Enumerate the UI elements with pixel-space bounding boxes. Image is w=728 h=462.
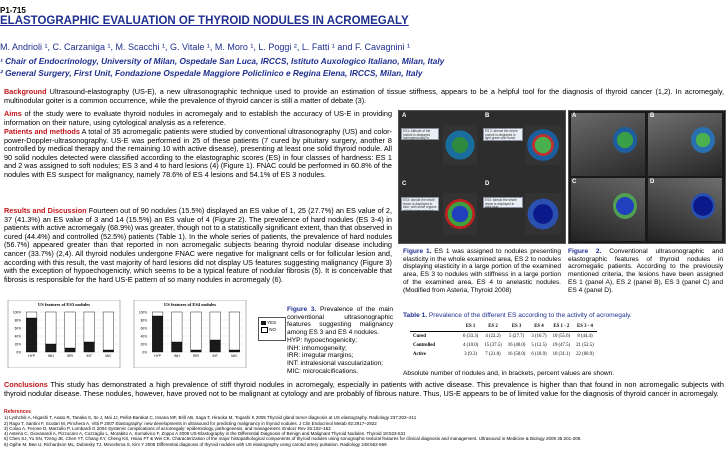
figure1-panel	[398, 110, 566, 244]
figure2-label-d: D	[650, 179, 655, 185]
reference-item: 2) Rago T, Santini F, Scutari M, Pinchera A, Vitti P 2007 Elastography: new developments in ultrasound for predicting malignancy in thyroid nodules. J Clin Endocrinol Metab 92:2917–2922	[4, 420, 377, 426]
bar-yes	[210, 340, 221, 352]
x-tick-label: INH	[47, 354, 54, 358]
x-tick-label: IRR	[67, 354, 73, 358]
x-tick-label: INT	[86, 354, 92, 358]
bar-yes	[84, 342, 95, 352]
bar-yes	[103, 350, 114, 352]
patients-label: Patients and methods	[4, 127, 80, 136]
legend-yes-label: YES	[267, 320, 277, 325]
patients-section	[4, 128, 392, 180]
y-tick-label: 60%	[14, 326, 21, 331]
figure3-charts	[4, 300, 278, 368]
bar-no	[26, 312, 37, 318]
table1-caption	[403, 312, 723, 320]
abbrev-3: IRR: irregular margins;	[287, 352, 354, 360]
table-header: ES 3 - 4	[577, 324, 593, 329]
table-cell: 16 (40.0)	[507, 343, 526, 348]
figure1-caption-text: ES 1 was assigned to nodules presenting elasticity in the whole examined area, ES 2 to nodules displaying elasticity in a large portion of the examined area, ES 3 to nodules with stiffness in a large portion of the examined area, ES 4 to anelastic nodules. (Modified from Asteria, Thyroid 2008)	[403, 248, 562, 294]
reference-item: 6) Ogihe M, Bee U, Richardson ML, Dubinsky TJ, Minoshima S, Kim Y 2008 Differential diagnosis of thyroid nodules with US elastography using carotid artery pulsation. Radiology 248:662-669	[4, 441, 387, 447]
figure3-legend	[258, 317, 286, 341]
table-header	[410, 322, 460, 332]
x-tick-label: MIC	[231, 354, 238, 358]
elastogram-inset-b	[691, 127, 715, 153]
figure1-label-c: C	[402, 181, 407, 187]
figure1-caption	[403, 248, 561, 294]
table-cell: 16 (50.0)	[507, 352, 526, 357]
table1-footnote: Absolute number of nodules and, in brackets, percent values are shown.	[403, 370, 615, 377]
figure1-label-b: B	[485, 113, 490, 119]
legend-yes	[261, 320, 283, 325]
table-cell: 21 (52.5)	[576, 343, 594, 348]
results-label: Results and Discussion	[4, 206, 87, 215]
table-cell: 10 (31.1)	[552, 352, 571, 357]
reference-item: 4) Asteria C, Giovanardi A, Pizzocaro A, Cozzaglio L, Morabito A, Somalvico F, Zoppo A 2008 US-Elastography in the Differential Diagnosis of Benign and Malignant Thyroid Nodules. Thyroid 18:523-531	[4, 431, 406, 437]
table-cell: 15 (37.5)	[484, 343, 502, 348]
reference-item: 3) Colao A, Ferone D, Marzullo P, Lombardi G 2004 Systemic complications of acromegaly: epidemiology, pathogenesis, and management. Endocr Rev 25:102–152	[4, 425, 331, 431]
patients-text: A total of 35 acromegalic patients were studied by conventional ultrasonography (US) and color-power-Doppler-ultrasonography. US-E was performed in 25 of these patients (7 cured by pituitary surgery, another 8 controlled by medical therapy and the remaining 10 with active disease), presenting at least one solid thyroid nodule. All 90 solid nodules detected were classified according to the elastographic scores (ES) in four classes of hardness: ES 1 and 2 was assigned to soft nodules; ES 3 and 4 to hard lesions (4) (Figure 1). FNAC could be performed in 60.8% of the nodules with ES suspect for malignancy, namely 78.6% of ES 4 lesions and 54.1% of ES 3 nodules.	[4, 127, 392, 179]
table-header: ES 1	[465, 324, 476, 329]
background-text: Ultrasound-elastography (US-E), a new ultrasonographic technique used to provide an estimation of tissue stiffness, appears to be a helpful tool for the diagnosis of thyroid cancer (1,2). In acromegaly, multinodular goiter is a common occurrence, while the prevalence of thyroid cancer is still a matter of debate (3).	[4, 87, 724, 105]
legend-no	[261, 327, 283, 333]
results-text: Fourteen out of 90 nodules (15.5%) displayed an ES value of 1, 25 (27.7%) an ES value of 2, 37 (41.3%) an ES value of 3 and 14 (15.5%) an ES value of 4 (Figure 2). The prevalence of hard nodules (ES 3-4) in patients with active acromegaly (68.9%) was greater, though not to a statistically significant extent, than that observed in cured (44.4%) and controlled (52.5%) patients (Table 1). In the whole series of patients, the prevalence of hard nodules (56.7%) appeared greater than that reported in non acromegalic subjects bearing thyroid nodular disease including cancer (33.7%) (2,4). All thyroid nodules undergone FNAC were negative for malignant cells or for follicular lesion and, according with this result, the vast majority of hard lesions did not display US features suggesting malignancy (Figure 3) with the exception of hypoechogenicity, which seems to be a typical feature of nodular fibrosis (5). It is conceivable that fibrosis is responsible for the hard US-E pattern of so many nodules in acromegaly (6).	[4, 206, 392, 284]
bar-yes	[191, 350, 202, 352]
figure1-caption-label: Figure 1.	[403, 248, 432, 255]
y-tick-label: 100%	[138, 310, 147, 315]
figure2-caption	[568, 248, 723, 294]
conclusions-label: Conclusions	[4, 380, 48, 389]
table-row	[410, 332, 597, 342]
aims-text: of the study were to evaluate thyroid nodules in acromegaly and to establish the accuracy of US-E in providing information on their nature, using cytological analysis as a reference.	[4, 109, 392, 127]
conclusions-text: This study has demonstrated a high prevalence of stiff thyroid nodules in acromegaly, especially in patients with active disease. This prevalence is higher than that found in non acromegalic subjects with thyroid nodular disease. These nodules, however, have proved not to be malignant at cytology and are probably of fibrous nature. Thus, US-E appears to be of limited value for the diagnosis of thyroid cancer in acromegaly.	[4, 380, 724, 398]
figure1-box-c: ES3: almost the whole lesion is displayed in blue, with some regions of light green and red around it.	[401, 197, 439, 211]
aims-label: Aims	[4, 109, 22, 118]
background-section	[4, 88, 724, 105]
table1-grid	[410, 322, 597, 359]
elastogram-b	[525, 125, 561, 165]
table-cell: 4 (10.0)	[463, 343, 479, 348]
elastogram-inset-d	[691, 193, 715, 219]
elastogram-inset-c	[613, 193, 637, 219]
y-tick-label: 40%	[14, 334, 21, 339]
background-label: Background	[4, 87, 47, 96]
table1-caption-text: Prevalence of the different ES according to the activity of acromegaly.	[427, 312, 632, 319]
table-cell: 3 (16.7)	[531, 334, 547, 339]
figure3-caption-text: Prevalence of the main conventional ultrasonographic features suggesting malignancy among ES 3 and ES 4 nodules.	[287, 306, 393, 337]
table1	[410, 322, 597, 359]
y-tick-label: 80%	[140, 318, 147, 323]
elastogram-d	[525, 193, 561, 235]
figure1-box-a: ES1: Attitude of the nodule is displayed homogeneously in green.	[401, 128, 439, 140]
figure1-label-a: A	[402, 113, 407, 119]
legend-no-label: NO	[269, 327, 277, 333]
bar-no	[65, 312, 76, 348]
legend-yes-swatch	[261, 321, 266, 325]
table-cell: 7 (21.8)	[485, 352, 501, 357]
elastogram-a	[443, 125, 477, 165]
y-tick-label: 40%	[140, 334, 147, 339]
y-tick-label: 0%	[142, 350, 147, 355]
y-tick-label: 0%	[16, 350, 21, 355]
x-tick-label: INT	[212, 354, 218, 358]
abbrev-4: INT: intralesional vascularization;	[287, 359, 384, 367]
bar-no	[103, 312, 114, 350]
table-header: ES 3	[511, 324, 522, 329]
elastogram-c	[443, 193, 477, 235]
table-cell: Cured	[413, 334, 426, 339]
table-cell: 6 (18.9)	[531, 352, 547, 357]
aims-section	[4, 110, 392, 127]
bar-yes	[152, 316, 163, 352]
table-cell: 8 (44.4)	[577, 334, 593, 339]
bar-no	[191, 312, 202, 350]
figure1-label-d: D	[485, 181, 490, 187]
bar-no	[210, 312, 221, 340]
x-tick-label: INH	[173, 354, 180, 358]
table-cell: 5 (12.5)	[531, 343, 547, 348]
figure3-caption-label: Figure 3.	[287, 306, 317, 313]
table-row	[410, 341, 597, 350]
authors: M. Andrioli ¹, C. Carzaniga ¹, M. Scacchi ¹, G. Vitale ¹, M. Moro ¹, L. Poggi ², L. Fatti ¹ and F. Cavagnini ¹	[0, 42, 410, 52]
table-header-row	[410, 322, 597, 332]
y-tick-label: 80%	[14, 318, 21, 323]
bar-yes	[229, 350, 240, 352]
table-cell: 19 (47.5)	[552, 343, 571, 348]
figure2-caption-label: Figure 2.	[568, 248, 602, 255]
figure2-label-b: B	[650, 113, 655, 119]
chart-title: US features of ES4 nodules	[164, 302, 216, 307]
bar-yes	[26, 318, 37, 352]
references-section	[4, 410, 724, 447]
figure2-caption-text: Conventional ultrasonographic and elastographic features of thyroid nodules in acromegalic patients. According to the previously mentioned criteria, the lesions have been assigned ES 1 (panel A), ES 2 (panel B), ES 3 (panel C) and ES 4 (panel D).	[568, 248, 723, 294]
y-tick-label: 20%	[140, 342, 147, 347]
bar-yes	[65, 348, 76, 352]
poster-title: ELASTOGRAPHIC EVALUATION OF THYROID NODULES IN ACROMEGALY	[0, 15, 409, 27]
x-tick-label: IRR	[193, 354, 199, 358]
table1-caption-label: Table 1.	[403, 312, 428, 319]
affiliation-2: ² General Surgery, First Unit, Fondazione Ospedale Maggiore Policlinico e Regina Elena, IRCCS, Milan, Italy	[0, 68, 423, 78]
table-header: ES 2	[488, 324, 498, 329]
table-cell: 5 (27.7)	[508, 334, 525, 339]
legend-no-swatch	[261, 327, 268, 333]
bar-no	[229, 312, 240, 350]
y-tick-label: 60%	[140, 326, 147, 331]
elastogram-inset-a	[613, 127, 637, 153]
bar-no	[46, 312, 57, 344]
figure2-label-a: A	[572, 113, 577, 119]
bar-no	[84, 312, 95, 342]
conclusions-section	[4, 381, 724, 398]
reference-item: 1) Lyshchik A, Higashi T, Asato R, Tanaka S, Ito J, Mai JJ, Pellot-Barakat C, Insana MF, Brill AB, Saga T, Hiraoka M, Togashi K 2005 Thyroid gland tumor diagnosis at US elastography. Radiology 237:202–211	[4, 415, 417, 421]
y-tick-label: 100%	[12, 310, 21, 315]
table-cell: Controlled	[413, 343, 436, 348]
poster-code: P1-715	[0, 6, 26, 15]
figure3-svg	[4, 300, 278, 368]
table-header: ES 1 - 2	[553, 324, 570, 329]
bar-yes	[172, 342, 183, 352]
x-tick-label: HYP	[28, 354, 36, 358]
bar-no	[152, 312, 163, 316]
figure2-panel	[568, 110, 726, 244]
abbrev-5: MIC: microcalcifications.	[287, 367, 359, 375]
table-cell: 6 (33.3)	[463, 334, 479, 339]
reference-item: 5) Chen SJ, Yu SN, Tzeng JE, Chen YT, Chang KY, Cheng KS, Hsiao FT & Wei CK. Characterization of the major histopathological components of thyroid nodules using sonographic textural features for clinical diagnosis and management. Ultrasound in Medicine & Biology 2009 35:201-208.	[4, 436, 582, 442]
figure2-label-c: C	[572, 179, 577, 185]
references-label: References	[4, 409, 31, 415]
figure3-caption	[287, 306, 393, 375]
chart-title: US features of ES3 nodules	[38, 302, 90, 307]
abbrev-1: HYP: hypoechogenicity;	[287, 336, 358, 344]
x-tick-label: HYP	[154, 354, 162, 358]
bar-yes	[46, 344, 57, 352]
figure1-box-d: ES4: almost the whole lesion is displayed in dark blue.	[483, 197, 523, 208]
table-cell: 10 (55.6)	[552, 334, 571, 339]
figure1-box-b: ES 2: almost the whole nodule is displayed in light green with some peripheral and a few central spots.	[483, 128, 523, 141]
table-row	[410, 350, 597, 359]
table-header: ES 4	[534, 324, 544, 329]
bar-no	[172, 312, 183, 342]
table-cell: 22 (68.9)	[576, 352, 594, 357]
affiliation-1: ¹ Chair of Endocrinology, University of Milan, Ospedale San Luca, IRCCS, Istituto Auxologico Italiano, Milan, Italy	[0, 56, 445, 66]
abbrev-2: INH: inhomogeneity;	[287, 344, 347, 352]
y-tick-label: 20%	[14, 342, 21, 347]
table-cell: 3 (9.3)	[464, 352, 477, 357]
table-cell: Active	[413, 352, 427, 357]
table-cell: 4 (22.2)	[485, 334, 501, 339]
x-tick-label: MIC	[105, 354, 112, 358]
results-section	[4, 207, 392, 284]
